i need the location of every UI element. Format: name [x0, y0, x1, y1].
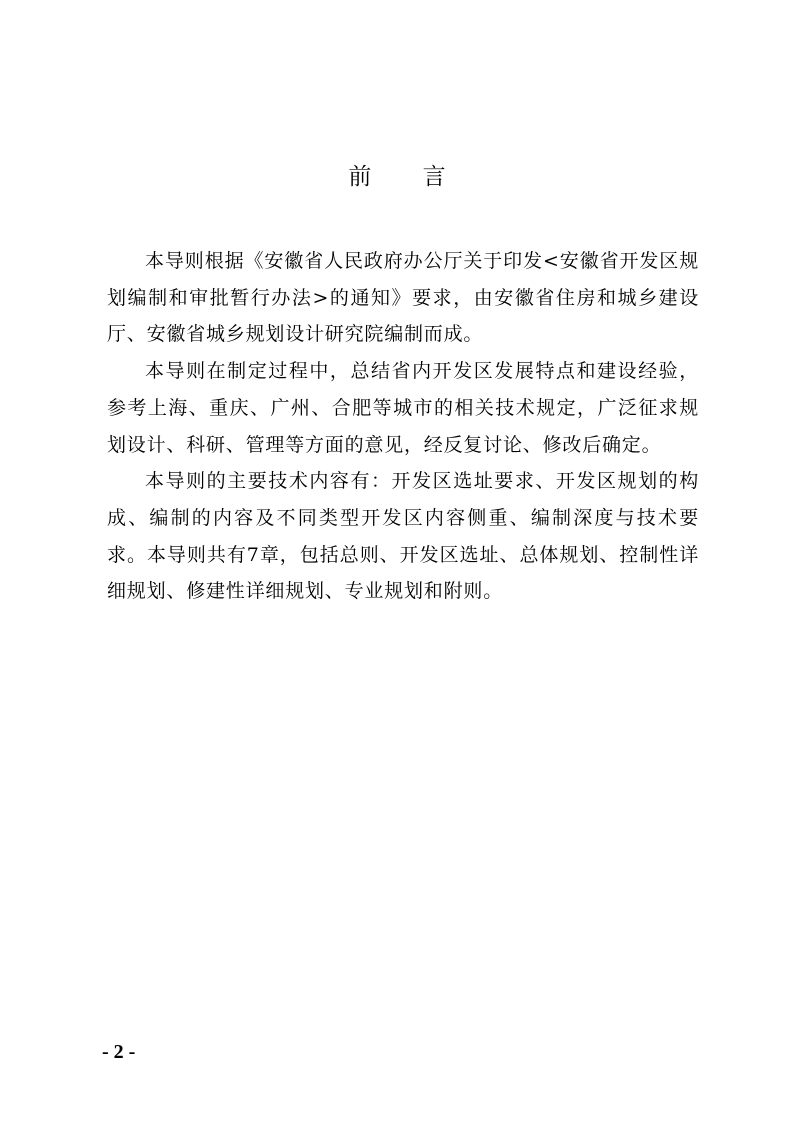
- page-number: - 2 -: [102, 1041, 136, 1063]
- paragraph-3: 本导则的主要技术内容有：开发区选址要求、开发区规划的构成、编制的内容及不同类型开发区内容侧重、编制深度与技术要求。本导则共有7章，包括总则、开发区选址、总体规划、控制性详细规划、修建性详细规划、专业规划和附则。: [107, 470, 699, 603]
- page-title: 前 言: [348, 164, 468, 190]
- paragraph-2: 本导则在制定过程中，总结省内开发区发展特点和建设经验，参考上海、重庆、广州、合肥等城市的相关技术规定，广泛征求规划设计、科研、管理等方面的意见，经反复讨论、修改后确定。: [107, 360, 699, 456]
- paragraph-1: 本导则根据《安徽省人民政府办公厅关于印发<安徽省开发区规划编制和审批暂行办法>的通知》要求，由安徽省住房和城乡建设厅、安徽省城乡规划设计研究院编制而成。: [107, 250, 699, 346]
- body-text: [107, 243, 699, 610]
